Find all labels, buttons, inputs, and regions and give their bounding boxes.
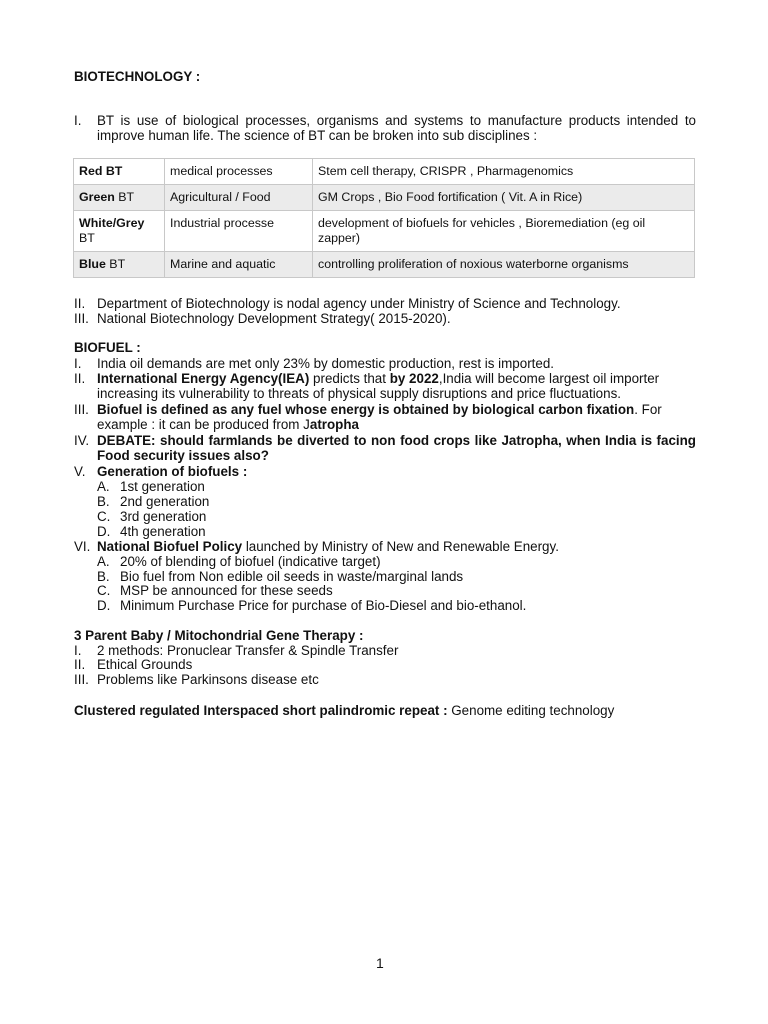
biofuel-point: VI. National Biofuel Policy launched by Ministry of New and Renewable Energy. (74, 539, 559, 554)
table-row (74, 211, 695, 252)
crispr-line: Clustered regulated Interspaced short palindromic repeat : Genome editing technology (74, 703, 615, 718)
mito-point: III. Problems like Parkinsons disease etc (74, 672, 319, 687)
list-item: D. 4th generation (97, 524, 206, 539)
list-item: A. 1st generation (97, 479, 205, 494)
table-cell: GM Crops , Bio Food fortification ( Vit. A in Rice) (313, 185, 695, 211)
table-row (74, 159, 695, 185)
table-cell: Industrial processe (165, 211, 313, 252)
list-number: II. (74, 296, 86, 311)
bt-disciplines-table (73, 158, 695, 278)
biofuel-point: III. Biofuel is defined as any fuel whose energy is obtained by biological carbon fixation. For example : it can be produced from Jatropha (74, 402, 662, 432)
table-row (74, 185, 695, 211)
table-cell: Red BT (74, 159, 165, 185)
table-cell: development of biofuels for vehicles , Bioremediation (eg oil zapper) (313, 211, 695, 252)
table-cell: Stem cell therapy, CRISPR , Pharmagenomics (313, 159, 695, 185)
list-item: C. MSP be announced for these seeds (97, 583, 333, 598)
list-item: C. 3rd generation (97, 509, 207, 524)
list-item: B. 2nd generation (97, 494, 210, 509)
list-item: A. 20% of blending of biofuel (indicative target) (97, 554, 381, 569)
mito-point: II. Ethical Grounds (74, 657, 193, 672)
table-cell: medical processes (165, 159, 313, 185)
bt-point (74, 311, 696, 326)
bt-point (74, 296, 696, 311)
biofuel-point: II. International Energy Agency(IEA) predicts that by 2022,India will become largest oil importer increasing its vulnerability to threats of physical supply disruptions and price fluctuations. (74, 371, 660, 401)
page-number: 1 (376, 955, 384, 971)
list-item: D. Minimum Purchase Price for purchase of Bio-Diesel and bio-ethanol. (97, 598, 527, 613)
biofuel-point: I. India oil demands are met only 23% by domestic production, rest is imported. (74, 356, 554, 371)
biofuel-heading: BIOFUEL : (74, 340, 141, 355)
list-text: BT is use of biological processes, organisms and systems to manufacture products intended to improve human life. The science of BT can be broken into sub disciplines : (97, 113, 696, 143)
biofuel-point: V. Generation of biofuels : (74, 464, 248, 479)
mito-heading: 3 Parent Baby / Mitochondrial Gene Therapy : (74, 628, 364, 643)
table-row (74, 252, 695, 278)
page-title: BIOTECHNOLOGY : (74, 69, 201, 84)
table-cell: Green BT (74, 185, 165, 211)
table-cell: Agricultural / Food (165, 185, 313, 211)
table-cell: Marine and aquatic (165, 252, 313, 278)
list-number: I. (74, 113, 82, 128)
table-cell: Blue BT (74, 252, 165, 278)
mito-point: I. 2 methods: Pronuclear Transfer & Spindle Transfer (74, 643, 399, 658)
table-cell: controlling proliferation of noxious waterborne organisms (313, 252, 695, 278)
list-text: Department of Biotechnology is nodal agency under Ministry of Science and Technology. (97, 296, 621, 311)
table-cell: White/Grey BT (74, 211, 165, 252)
list-text: National Biotechnology Development Strategy( 2015-2020). (97, 311, 451, 326)
intro-point (74, 113, 696, 143)
biofuel-point: IV. DEBATE: should farmlands be diverted to non food crops like Jatropha, when India is facing Food security issues also? (74, 433, 696, 463)
list-item: B. Bio fuel from Non edible oil seeds in waste/marginal lands (97, 569, 464, 584)
list-number: III. (74, 311, 89, 326)
